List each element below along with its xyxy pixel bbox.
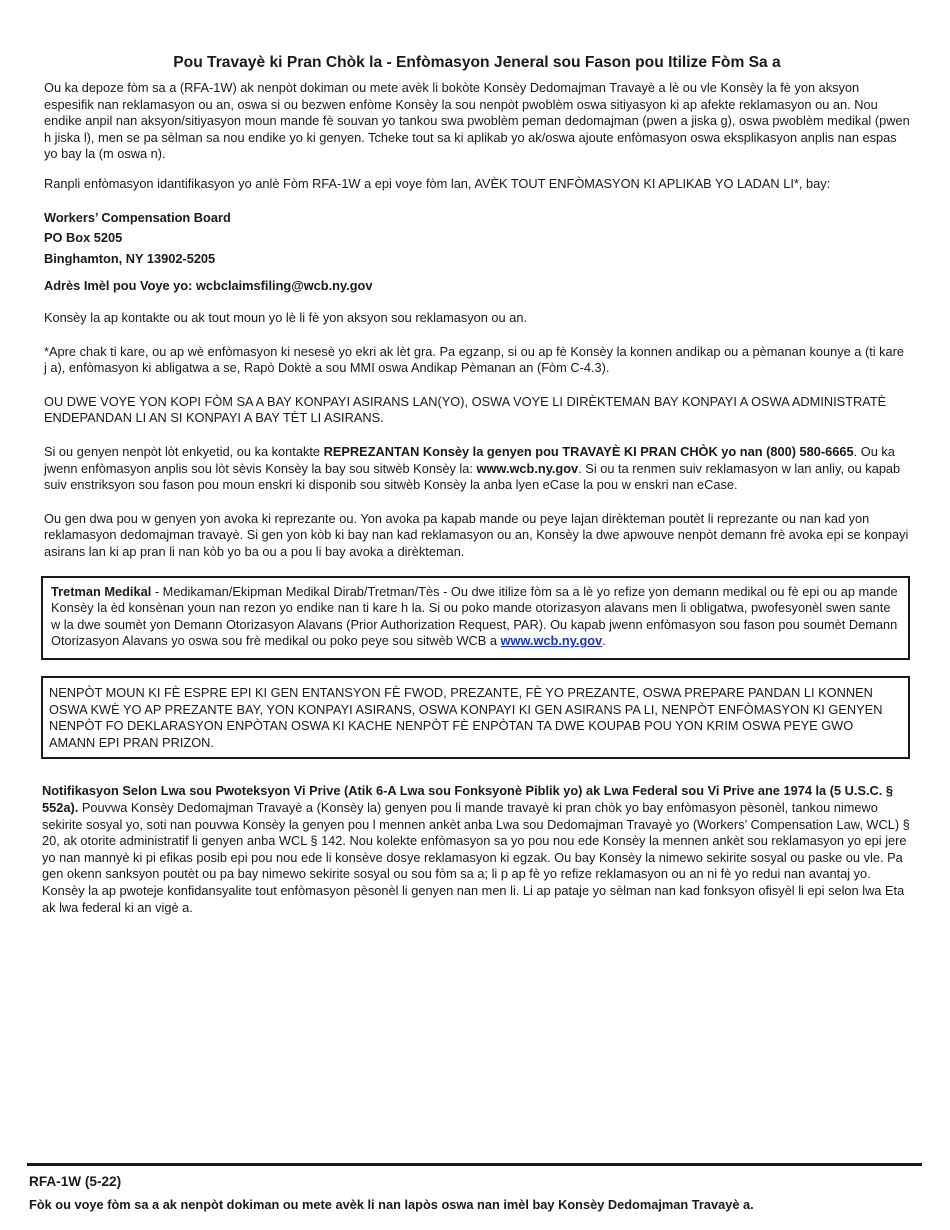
medical-treatment-body: - Medikaman/Ekipman Medikal Dirab/Tretman/Tès - Ou dwe itilize fòm sa a lè yo refize yon demann medikal ou fè epi ou ap mande Konsèy la èd konsènan youn nan rezon yo endike nan ti kare h la. Si ou poko mande otorizasyon alavans men li obligatwa, pwofesyonèl swen sante w la dwe soumèt yon Demann Otorizasyon Alavans (Prior Authorization Request, PAR). Ou kapab jwenn enfòmasyon sou fason pou soumèt Demann Otorizasyon Alavans yo oswa sou frè medikal ou poko peye sou sitwèb WCB a (51, 583, 898, 649)
fraud-warning-box (41, 676, 910, 759)
fraud-warning-text: NENPÒT MOUN KI FÈ ESPRE EPI KI GEN ENTANSYON FÈ FWOD, PREZANTE, FÈ YO PREZANTE, OSWA PREPARE PANDAN LI KONNEN OSWA KWÈ YO AP PREZANTE BAY, YON KONPAYI ASIRANS, OSWA KONPAYI KI GEN ASIRANS PA LI, NENPÒT ENFÒMASYON KI GENYEN NENPÒT FO DEKLARASYON ENPÒTAN OSWA KI KACHE NENPÒT FÈ ENPÒTAN TA DWE KOUPAB POU YON KRIM OSWA PEYE GWO AMANN EPI PRAN PRIZON. (49, 684, 883, 750)
privacy-heading: Notifikasyon Selon Lwa sou Pwoteksyon Vi Prive (Atik 6-A Lwa sou Fonksyonè Piblik yo) ak Lwa Federal sou Vi Prive ane 1974 la (5 U.S.C. § 552a). (42, 783, 894, 815)
footer-note: Fòk ou voye fòm sa a ak nenpòt dokiman ou mete avèk li nan lapòs oswa nan imèl bay Konsèy Dedomajman Travayè a. (29, 1197, 754, 1212)
representative-pre: Si ou genyen nenpòt lòt enkyetid, ou ka kontakte (44, 444, 324, 460)
representative-mid: . Ou ka jwenn enfòmasyon anplis sou lòt sèvis Konsèy la bay sou sitwèb Konsèy la: (44, 444, 895, 476)
representative-paragraph (44, 444, 910, 494)
attorney-note: Ou gen dwa pou w genyen yon avoka ki reprezante ou. Yon avoka pa kapab mande ou peye lajan dirèkteman poutèt li reprezante ou nan kad yon reklamasyon dedomajman travayè. Si gen yon kòb ki bay nan kad reklamasyon ou an, Konsèy la dwe apwouve nenpòt demann frè avoka epi se konpayi asirans lan ki ap pran li nan kòb yo ba ou a pou li bay avoka a dirèkteman. (44, 510, 909, 559)
privacy-body: Pouvwa Konsèy Dedomajman Travayè a (Konsèy la) genyen pou li mande travayè ki pran chòk yo bay enfòmasyon pèsonèl, tankou nimewo sekirite sosyal yo, soti nan pouvwa Konsèy la genyen pou l mennen ankèt anba Lwa sou Dedomajman Travayè yo (Workers’ Compensation Law, WCL) § 20, ak otorite administratif li genyen anba WCL § 142. Nou kolekte enfòmasyon sa yo pou nou ede Konsèy la mennen ankèt sou reklamasyon yo epi jere yo nan mannyè ki pi efikas posib epi pou nou ede li konsève dosye reklamasyon ki egzak. Ou bay Konsèy la nimewo sekirite sosyal ou paske ou vle. Pa gen okenn sanksyon poutèt ou pa bay nimewo sekirite sosyal ou sou fòm sa a; li p ap fè yo refize reklamasyon ou an ni fè yo redui nan avantaj yo. Konsèy la ap pwoteje konfidansyalite tout enfòmasyon pèsonèl li genyen nan men li. Li ap pataje yo sèlman nan kad fonksyon ofisyèl li epi selon lwa Eta ak lwa federal ki an vigè a. (42, 799, 910, 915)
form-id: RFA-1W (5-22) (29, 1174, 122, 1189)
medical-treatment-box (41, 576, 910, 660)
medical-treatment-end: . (602, 633, 606, 649)
contact-note: Konsèy la ap kontakte ou ak tout moun yo lè li fè yon aksyon sou reklamasyon ou an. (44, 310, 528, 326)
document-body (44, 54, 910, 916)
website-text: www.wcb.ny.gov (476, 460, 579, 476)
copy-note: OU DWE VOYE YON KOPI FÒM SA A BAY KONPAYI ASIRANS LAN(YO), OSWA VOYE LI DIRÈKTEMAN BAY KONPAYI A OSWA ADMINISTRATÈ ENDEPANDAN LI AN SI KONPAYI A BAY TÈT LI ASIRANS. (44, 393, 887, 426)
email-address-line: Adrès Imèl pou Voye yo: wcbclaimsfiling@wcb.ny.gov (44, 278, 373, 294)
mailing-address (44, 208, 910, 270)
page-title: Pou Travayè ki Pran Chòk la - Enfòmasyon Jeneral sou Fason pou Itilize Fòm Sa a (173, 54, 781, 71)
representative-contact: REPREZANTAN Konsèy la genyen pou TRAVAYÈ KI PRAN CHÒK yo nan (800) 580-6665 (323, 444, 854, 460)
medical-treatment-label: Tretman Medikal (51, 583, 152, 599)
representative-post: . Si ou ta renmen suiv reklamasyon w lan anliy, ou kapab suiv enstriksyon sou fason pou moun enskri ki disponib sou sitwèb Konsèy la anba lyen eCase la pou w enskri nan eCase. (44, 460, 901, 493)
privacy-notice (42, 783, 910, 916)
footer-divider (27, 1163, 922, 1166)
address-line-2: PO Box 5205 (44, 230, 123, 246)
asterisk-note: *Apre chak ti kare, ou ap wè enfòmasyon ki nesesè yo ekri ak lèt gra. Pa egzanp, si ou ap fè Konsèy la konnen andikap ou a pèmanan kounye a (ti kare j a), enfòmasyon ki abligatwa a se, Rapò Doktè a sou MMI oswa Andikap Pèmanan an (Fòm C-4.3). (44, 343, 905, 376)
medical-treatment-text (51, 584, 900, 650)
intro-paragraph: Ou ka depoze fòm sa a (RFA-1W) ak nenpòt dokiman ou mete avèk li bokòte Konsèy Dedomajman Travayè a lè ou vle Konsèy la fè yon aksyon espesifik nan reklamasyon ou an, oswa si ou bezwen enfòme Konsèy la sou nenpòt pwoblèm oswa sitiyasyon ki ap afekte reklamasyon ou an. Nou endike anpil nan aksyon/sitiyasyon moun mande fè souvan yo tankou swa pwoblèm peman dedomajman (pwen a jiska g), oswa pwoblèm medikal (pwen h jiska l), men se pa sèlman sa nou endike yo ki genyen. Tcheke tout sa ki aplikab yo ak/oswa ajoute enfòmasyon oswa eksplikasyon anplis nan espas yo bay la (m oswa n). (44, 80, 910, 162)
send-instructions: Ranpli enfòmasyon idantifikasyon yo anlè Fòm RFA-1W a epi voye fòm lan, AVÈK TOUT ENFÒMASYON KI APLIKAB YO LADAN LI*, bay: (44, 175, 831, 191)
address-line-1: Workers’ Compensation Board (44, 209, 231, 225)
wcb-website-link[interactable]: www.wcb.ny.gov (500, 633, 603, 649)
address-line-3: Binghamton, NY 13902-5205 (44, 250, 216, 266)
